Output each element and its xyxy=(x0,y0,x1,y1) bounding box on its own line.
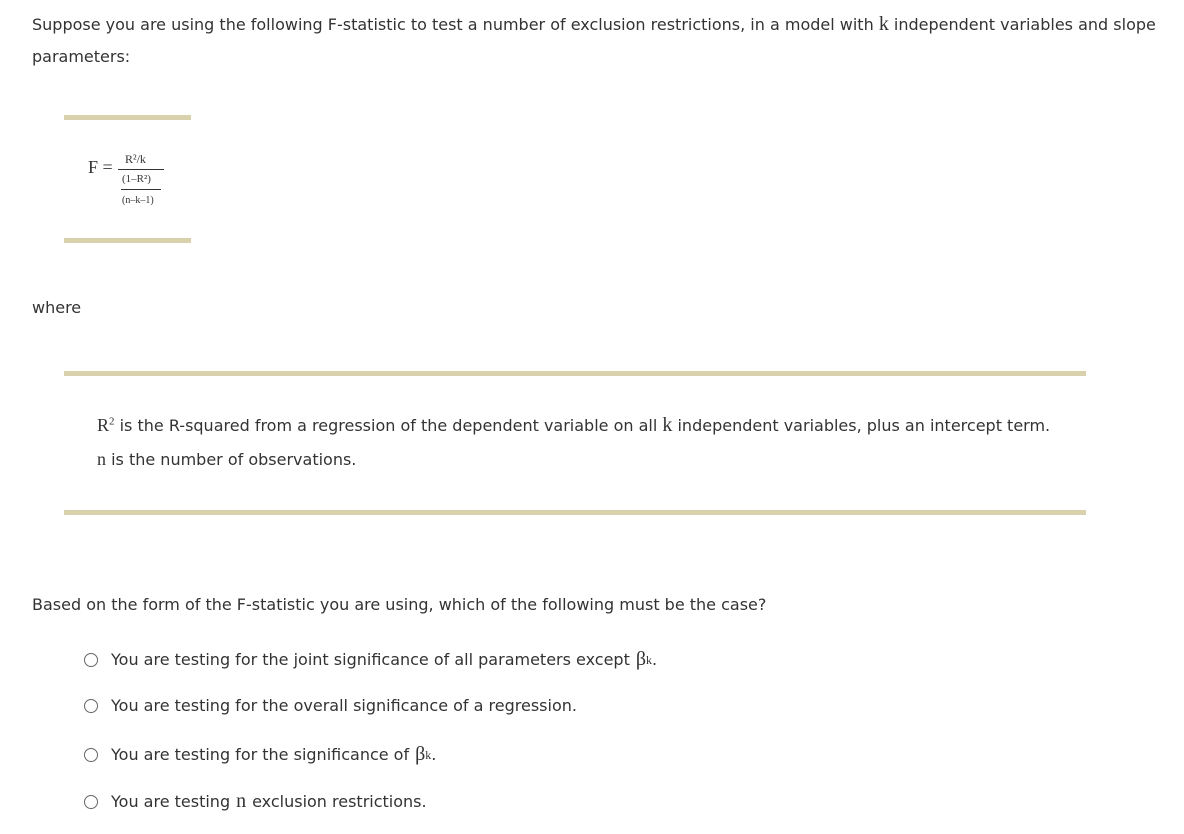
definition-n xyxy=(97,449,356,470)
radio-button[interactable] xyxy=(84,699,98,713)
r-squared-text-a: is the R-squared from a regression of the dependent variable on all xyxy=(119,416,658,435)
option-2-text: You are testing for the overall significance of a regression. xyxy=(111,696,577,715)
formula-main-fraction-bar xyxy=(118,169,164,170)
r-squared-text-b: independent variables, plus an intercept term. xyxy=(677,416,1051,435)
intro-part2: independent variables and slope parameters: xyxy=(32,15,1156,66)
question-text: Based on the form of the F-statistic you are using, which of the following must be the case? xyxy=(32,595,767,614)
beta-symbol: β xyxy=(415,743,426,765)
r-exponent: 2 xyxy=(109,415,115,428)
option-3-text: You are testing for the significance of xyxy=(111,745,410,764)
f-statistic-formula xyxy=(88,148,178,218)
intro-k-symbol: k xyxy=(878,13,889,35)
option-1-text: You are testing for the joint significance of all parameters except xyxy=(111,650,630,669)
radio-button[interactable] xyxy=(84,653,98,667)
definitions-top-rule xyxy=(64,371,1086,376)
definition-r-squared xyxy=(97,414,1050,437)
formula-numerator: R²/k xyxy=(125,152,146,166)
beta-symbol: β xyxy=(635,648,647,670)
formula-lhs: F = xyxy=(88,157,113,177)
answer-option-1[interactable]: You are testing for the joint significance of all parameters except β k . xyxy=(84,648,657,671)
answer-option-3[interactable]: You are testing for the significance of β k . xyxy=(84,743,436,766)
where-label: where xyxy=(32,298,82,317)
option-4-text: You are testing xyxy=(111,792,231,811)
intro-part1: Suppose you are using the following F-statistic to test a number of exclusion restrictions, in a model with xyxy=(32,15,874,34)
r-squared-k-symbol: k xyxy=(662,414,673,436)
answer-option-4[interactable] xyxy=(84,790,427,813)
formula-top-rule xyxy=(64,115,191,120)
option-3-period: . xyxy=(431,745,437,764)
radio-button[interactable] xyxy=(84,795,98,809)
radio-button[interactable] xyxy=(84,748,98,762)
formula-bottom-rule xyxy=(64,238,191,243)
formula-inner-fraction-bar xyxy=(121,189,161,190)
definitions-bottom-rule xyxy=(64,510,1086,515)
n-text: is the number of observations. xyxy=(111,450,357,469)
option-4-after: exclusion restrictions. xyxy=(252,792,427,811)
formula-denominator-bottom: (n–k–1) xyxy=(122,195,154,206)
question-intro xyxy=(32,8,1172,73)
formula-denominator-top: (1–R²) xyxy=(122,173,151,185)
option-1-period: . xyxy=(652,650,658,669)
r-symbol: R xyxy=(97,415,110,435)
answer-option-2[interactable] xyxy=(84,696,577,715)
option-4-n-symbol: n xyxy=(236,790,247,812)
n-symbol: n xyxy=(97,449,106,469)
